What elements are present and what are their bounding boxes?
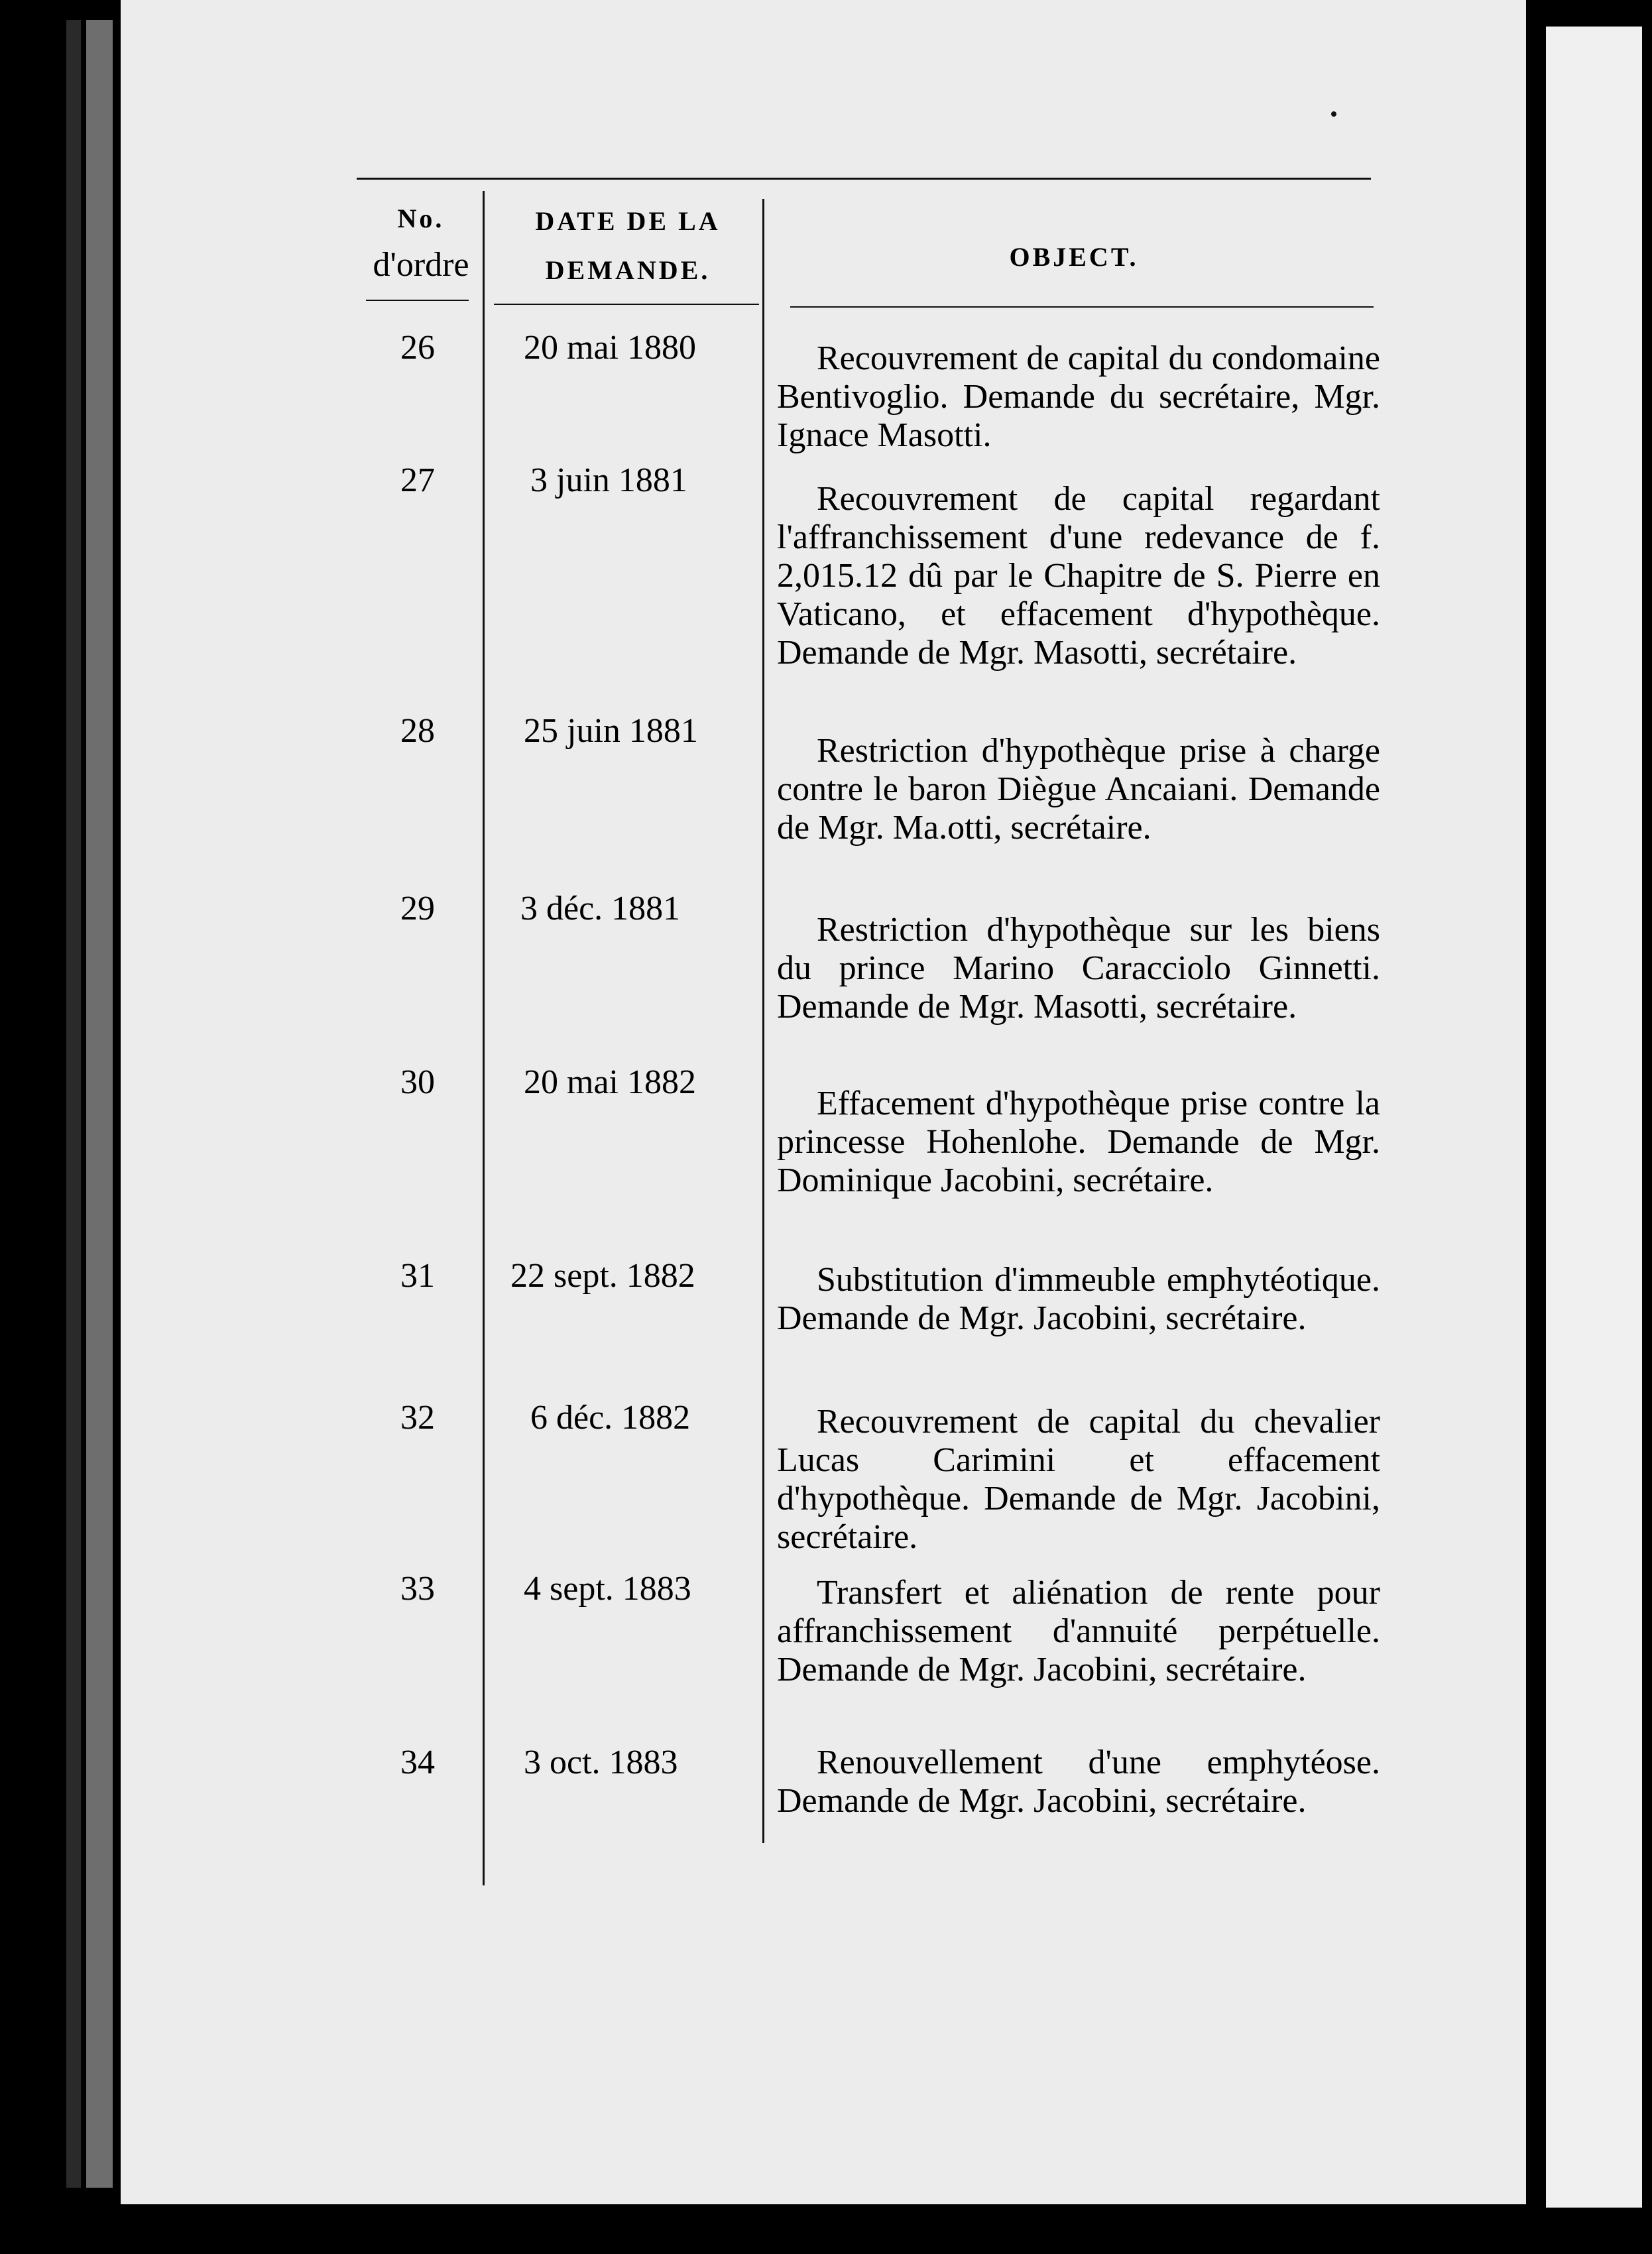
ink-speck [1331,111,1336,117]
row-number: 30 [400,1063,435,1101]
header-ordre: d'ordre [373,246,469,284]
table-top-rule [357,178,1371,180]
row-date: 6 déc. 1882 [530,1399,691,1437]
row-date: 4 sept. 1883 [524,1570,691,1608]
row-object: Recouvrement de capital regardant l'affranchissement d'une redevance de f. 2,015.12 dû par le Chapitre de S. Pierre en Vaticano, et effacement d'hypothèque. Demande de Mgr. Masotti, secrétaire. [777,480,1380,672]
row-object: Effacement d'hypothèque prise contre la princesse Hohenlohe. Demande de Mgr. Dominique Jacobini, secrétaire. [777,1085,1380,1199]
row-number: 29 [400,890,435,927]
row-date: 25 juin 1881 [524,712,698,750]
row-date: 20 mai 1880 [524,329,696,367]
page-edge-dark [66,20,81,2188]
row-date: 22 sept. 1882 [510,1257,695,1295]
adjacent-page-edge [1546,27,1642,2208]
row-object: Substitution d'immeuble emphytéotique. Demande de Mgr. Jacobini, secrétaire. [777,1261,1380,1337]
row-number: 31 [400,1257,435,1295]
row-object: Recouvrement de capital du condomaine Bentivoglio. Demande du secrétaire, Mgr. Ignace Masotti. [777,339,1380,454]
header-no: No. [397,204,445,233]
row-number: 34 [400,1744,435,1781]
row-date: 20 mai 1882 [524,1063,696,1101]
header-date-line1: DATE DE LA [535,206,721,236]
header-date-line2: DEMANDE. [545,255,711,285]
row-object: Transfert et aliénation de rente pour affranchissement d'annuité perpétuelle. Demande de Mgr. Jacobini, secrétaire. [777,1574,1380,1689]
row-number: 26 [400,329,435,367]
row-object: Restriction d'hypothèque prise à charge contre le baron Diègue Ancaiani. Demande de Mgr. Ma.otti, secrétaire. [777,732,1380,847]
header-underline-object [790,306,1374,308]
row-object: Restriction d'hypothèque sur les biens du prince Marino Caracciolo Ginnetti. Demande de Mgr. Masotti, secrétaire. [777,911,1380,1026]
row-object: Recouvrement de capital du chevalier Lucas Carimini et effacement d'hypothèque. Demande de Mgr. Jacobini, secrétaire. [777,1403,1380,1556]
row-date: 3 oct. 1883 [524,1744,678,1781]
header-object: OBJECT. [1009,242,1139,272]
row-date: 3 déc. 1881 [520,890,681,927]
column-divider-left [483,191,485,1885]
row-object: Renouvellement d'une emphytéose. Demande de Mgr. Jacobini, secrétaire. [777,1744,1380,1820]
header-underline-date [494,304,759,305]
row-number: 32 [400,1399,435,1437]
row-number: 33 [400,1570,435,1608]
page-edge-shadow [86,20,113,2188]
header-underline-no [366,300,469,301]
row-number: 27 [400,461,435,499]
row-date: 3 juin 1881 [530,461,687,499]
row-number: 28 [400,712,435,750]
column-divider-right [762,199,764,1843]
